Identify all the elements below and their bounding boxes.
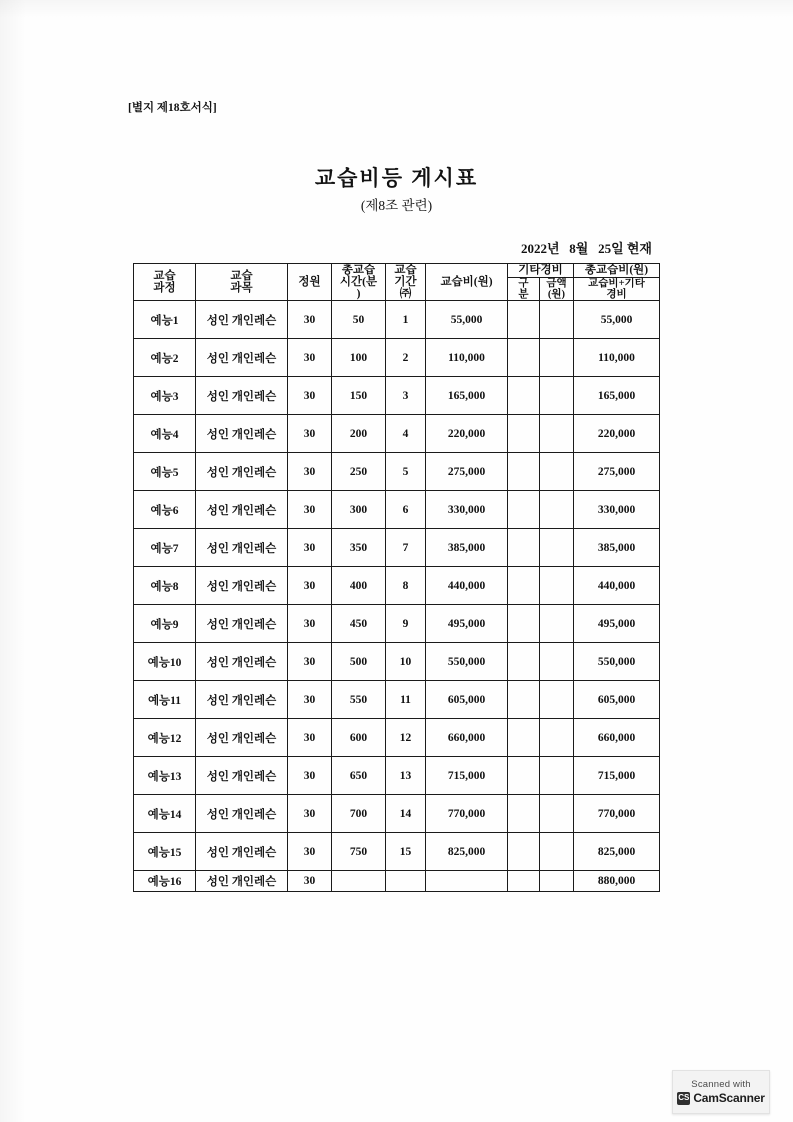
cell-total-fee: 550,000 <box>574 643 660 681</box>
cell-total-fee: 385,000 <box>574 529 660 567</box>
cell-period <box>386 871 426 892</box>
cell-tuition-fee: 550,000 <box>426 643 508 681</box>
col-header-total-sub-line2: 경비 <box>606 289 627 301</box>
cell-subject: 성인 개인레슨 <box>196 339 288 377</box>
col-header-period-line3: ㈜ <box>399 288 412 301</box>
cell-other-expense-division <box>508 757 540 795</box>
cell-capacity: 30 <box>288 605 332 643</box>
cell-total-fee: 660,000 <box>574 719 660 757</box>
watermark-brand <box>677 1091 764 1105</box>
cell-other-expense-amount <box>540 795 574 833</box>
cell-other-expense-amount <box>540 719 574 757</box>
col-header-tuition-fee: 교습비(원) <box>426 264 508 301</box>
cell-capacity: 30 <box>288 377 332 415</box>
cell-subject: 성인 개인레슨 <box>196 681 288 719</box>
cell-total-fee: 825,000 <box>574 833 660 871</box>
cell-subject: 성인 개인레슨 <box>196 757 288 795</box>
cell-other-expense-amount <box>540 339 574 377</box>
cell-subject: 성인 개인레슨 <box>196 415 288 453</box>
col-header-total-hours-line1: 총교습 <box>341 264 376 276</box>
cell-course: 예능16 <box>134 871 196 892</box>
cell-tuition-fee: 715,000 <box>426 757 508 795</box>
cell-total-hours: 50 <box>332 301 386 339</box>
cell-course: 예능15 <box>134 833 196 871</box>
cell-tuition-fee: 770,000 <box>426 795 508 833</box>
cell-course: 예능1 <box>134 301 196 339</box>
cell-capacity: 30 <box>288 795 332 833</box>
table-row <box>134 795 660 833</box>
cell-capacity: 30 <box>288 491 332 529</box>
cell-subject: 성인 개인레슨 <box>196 605 288 643</box>
col-header-period-line2: 기간 <box>394 276 417 289</box>
col-header-total-sub <box>574 277 660 300</box>
cell-tuition-fee: 330,000 <box>426 491 508 529</box>
col-header-course-line1: 교습 <box>153 270 176 283</box>
form-number-tag: [별지 제18호서식] <box>128 102 217 114</box>
cell-other-expense-amount <box>540 301 574 339</box>
cell-other-expense-division <box>508 301 540 339</box>
cell-capacity: 30 <box>288 643 332 681</box>
cell-other-expense-division <box>508 833 540 871</box>
cell-total-hours: 400 <box>332 567 386 605</box>
cell-period: 7 <box>386 529 426 567</box>
cell-total-hours <box>332 871 386 892</box>
cell-total-hours: 550 <box>332 681 386 719</box>
cell-other-expense-division <box>508 529 540 567</box>
cell-total-fee: 770,000 <box>574 795 660 833</box>
cell-other-expense-amount <box>540 833 574 871</box>
page-title: 교습비등 게시표 <box>314 166 479 190</box>
cell-capacity: 30 <box>288 719 332 757</box>
cell-other-expense-division <box>508 605 540 643</box>
col-header-other-expenses-group: 기타경비 <box>508 264 574 278</box>
cell-period: 10 <box>386 643 426 681</box>
cell-course: 예능12 <box>134 719 196 757</box>
table-row <box>134 377 660 415</box>
cell-course: 예능10 <box>134 643 196 681</box>
table-row <box>134 833 660 871</box>
cell-tuition-fee: 660,000 <box>426 719 508 757</box>
cell-period: 11 <box>386 681 426 719</box>
cell-total-fee: 165,000 <box>574 377 660 415</box>
cell-period: 14 <box>386 795 426 833</box>
cell-total-hours: 350 <box>332 529 386 567</box>
col-header-etc-div-line2: 분 <box>518 289 529 301</box>
cell-total-hours: 750 <box>332 833 386 871</box>
cell-course: 예능8 <box>134 567 196 605</box>
cell-course: 예능5 <box>134 453 196 491</box>
cell-other-expense-division <box>508 453 540 491</box>
col-header-other-expenses-division <box>508 277 540 300</box>
cell-total-fee: 275,000 <box>574 453 660 491</box>
table-row <box>134 643 660 681</box>
col-header-subject <box>196 264 288 301</box>
cell-other-expense-amount <box>540 453 574 491</box>
col-header-subject-line1: 교습 <box>230 270 253 283</box>
watermark-brand-name: CamScanner <box>693 1091 765 1105</box>
cell-total-fee: 495,000 <box>574 605 660 643</box>
cell-subject: 성인 개인레슨 <box>196 567 288 605</box>
table-row <box>134 529 660 567</box>
cell-subject: 성인 개인레슨 <box>196 871 288 892</box>
col-header-etc-amt-line1: 금액 <box>546 278 567 290</box>
col-header-etc-amt-line2: (원) <box>547 289 566 301</box>
col-header-total-hours-line2: 시간(분 <box>339 276 378 289</box>
camscanner-logo-icon: CS <box>677 1092 690 1105</box>
cell-total-fee: 605,000 <box>574 681 660 719</box>
cell-capacity: 30 <box>288 301 332 339</box>
cell-period: 2 <box>386 339 426 377</box>
cell-total-fee: 715,000 <box>574 757 660 795</box>
cell-tuition-fee: 220,000 <box>426 415 508 453</box>
table-row <box>134 491 660 529</box>
col-header-total-hours <box>332 264 386 301</box>
table-header-row-1 <box>134 264 660 278</box>
cell-other-expense-amount <box>540 491 574 529</box>
cell-other-expense-division <box>508 681 540 719</box>
col-header-period-line1: 교습 <box>394 264 417 276</box>
cell-course: 예능9 <box>134 605 196 643</box>
cell-capacity: 30 <box>288 567 332 605</box>
cell-course: 예능14 <box>134 795 196 833</box>
cell-other-expense-amount <box>540 757 574 795</box>
col-header-capacity: 정원 <box>288 264 332 301</box>
cell-subject: 성인 개인레슨 <box>196 491 288 529</box>
table-row <box>134 681 660 719</box>
cell-course: 예능6 <box>134 491 196 529</box>
cell-other-expense-division <box>508 719 540 757</box>
cell-total-hours: 100 <box>332 339 386 377</box>
cell-total-hours: 700 <box>332 795 386 833</box>
cell-other-expense-amount <box>540 529 574 567</box>
cell-total-hours: 300 <box>332 491 386 529</box>
effective-date: 2022년 8월 25일 현재 <box>520 241 652 256</box>
cell-course: 예능2 <box>134 339 196 377</box>
cell-period: 4 <box>386 415 426 453</box>
cell-tuition-fee: 825,000 <box>426 833 508 871</box>
table-row <box>134 567 660 605</box>
cell-total-fee: 330,000 <box>574 491 660 529</box>
cell-total-hours: 650 <box>332 757 386 795</box>
cell-period: 13 <box>386 757 426 795</box>
cell-period: 9 <box>386 605 426 643</box>
cell-other-expense-amount <box>540 681 574 719</box>
cell-subject: 성인 개인레슨 <box>196 529 288 567</box>
cell-other-expense-amount <box>540 871 574 892</box>
cell-capacity: 30 <box>288 415 332 453</box>
watermark-scanned-label: Scanned with <box>691 1079 751 1090</box>
cell-tuition-fee: 605,000 <box>426 681 508 719</box>
cell-other-expense-amount <box>540 605 574 643</box>
tuition-fee-table-body <box>134 301 660 892</box>
cell-course: 예능7 <box>134 529 196 567</box>
cell-tuition-fee: 165,000 <box>426 377 508 415</box>
cell-course: 예능3 <box>134 377 196 415</box>
cell-total-hours: 250 <box>332 453 386 491</box>
cell-capacity: 30 <box>288 681 332 719</box>
table-row <box>134 871 660 892</box>
cell-period: 1 <box>386 301 426 339</box>
cell-tuition-fee: 275,000 <box>426 453 508 491</box>
cell-period: 12 <box>386 719 426 757</box>
cell-total-hours: 600 <box>332 719 386 757</box>
cell-course: 예능13 <box>134 757 196 795</box>
cell-capacity: 30 <box>288 453 332 491</box>
cell-capacity: 30 <box>288 871 332 892</box>
cell-total-hours: 150 <box>332 377 386 415</box>
col-header-total-group: 총교습비(원) <box>574 264 660 278</box>
cell-period: 15 <box>386 833 426 871</box>
col-header-course-line2: 과정 <box>153 282 176 295</box>
cell-subject: 성인 개인레슨 <box>196 643 288 681</box>
scan-edge-shadow-top <box>0 0 793 18</box>
cell-other-expense-division <box>508 795 540 833</box>
cell-total-hours: 450 <box>332 605 386 643</box>
page-subtitle: (제8조 관련) <box>360 198 433 213</box>
cell-total-fee: 110,000 <box>574 339 660 377</box>
cell-other-expense-amount <box>540 377 574 415</box>
tuition-fee-table <box>133 263 660 892</box>
cell-tuition-fee: 55,000 <box>426 301 508 339</box>
cell-tuition-fee: 495,000 <box>426 605 508 643</box>
table-row <box>134 719 660 757</box>
cell-subject: 성인 개인레슨 <box>196 795 288 833</box>
cell-other-expense-division <box>508 871 540 892</box>
cell-subject: 성인 개인레슨 <box>196 301 288 339</box>
cell-total-fee: 880,000 <box>574 871 660 892</box>
cell-capacity: 30 <box>288 339 332 377</box>
col-header-subject-line2: 과목 <box>230 282 253 295</box>
cell-other-expense-division <box>508 415 540 453</box>
table-row <box>134 415 660 453</box>
cell-period: 3 <box>386 377 426 415</box>
cell-tuition-fee: 440,000 <box>426 567 508 605</box>
cell-period: 6 <box>386 491 426 529</box>
cell-period: 8 <box>386 567 426 605</box>
table-row <box>134 453 660 491</box>
col-header-total-sub-line1: 교습비+기타 <box>588 278 645 290</box>
col-header-other-expenses-amount <box>540 277 574 300</box>
cell-subject: 성인 개인레슨 <box>196 453 288 491</box>
cell-other-expense-division <box>508 339 540 377</box>
table-row <box>134 339 660 377</box>
cell-other-expense-division <box>508 377 540 415</box>
col-header-etc-div-line1: 구 <box>518 278 529 290</box>
cell-total-hours: 200 <box>332 415 386 453</box>
cell-tuition-fee <box>426 871 508 892</box>
table-row <box>134 757 660 795</box>
cell-subject: 성인 개인레슨 <box>196 833 288 871</box>
cell-other-expense-amount <box>540 643 574 681</box>
cell-capacity: 30 <box>288 757 332 795</box>
cell-total-fee: 55,000 <box>574 301 660 339</box>
cell-other-expense-amount <box>540 415 574 453</box>
cell-capacity: 30 <box>288 833 332 871</box>
cell-subject: 성인 개인레슨 <box>196 377 288 415</box>
table-row <box>134 605 660 643</box>
cell-capacity: 30 <box>288 529 332 567</box>
cell-period: 5 <box>386 453 426 491</box>
cell-total-fee: 440,000 <box>574 567 660 605</box>
cell-tuition-fee: 110,000 <box>426 339 508 377</box>
cell-tuition-fee: 385,000 <box>426 529 508 567</box>
cell-other-expense-division <box>508 491 540 529</box>
col-header-course <box>134 264 196 301</box>
cell-total-fee: 220,000 <box>574 415 660 453</box>
cell-other-expense-division <box>508 643 540 681</box>
camscanner-watermark <box>672 1070 770 1114</box>
cell-other-expense-division <box>508 567 540 605</box>
table-row <box>134 301 660 339</box>
cell-subject: 성인 개인레슨 <box>196 719 288 757</box>
cell-course: 예능4 <box>134 415 196 453</box>
col-header-period <box>386 264 426 301</box>
col-header-total-hours-line3: ) <box>356 288 361 301</box>
cell-total-hours: 500 <box>332 643 386 681</box>
cell-course: 예능11 <box>134 681 196 719</box>
cell-other-expense-amount <box>540 567 574 605</box>
